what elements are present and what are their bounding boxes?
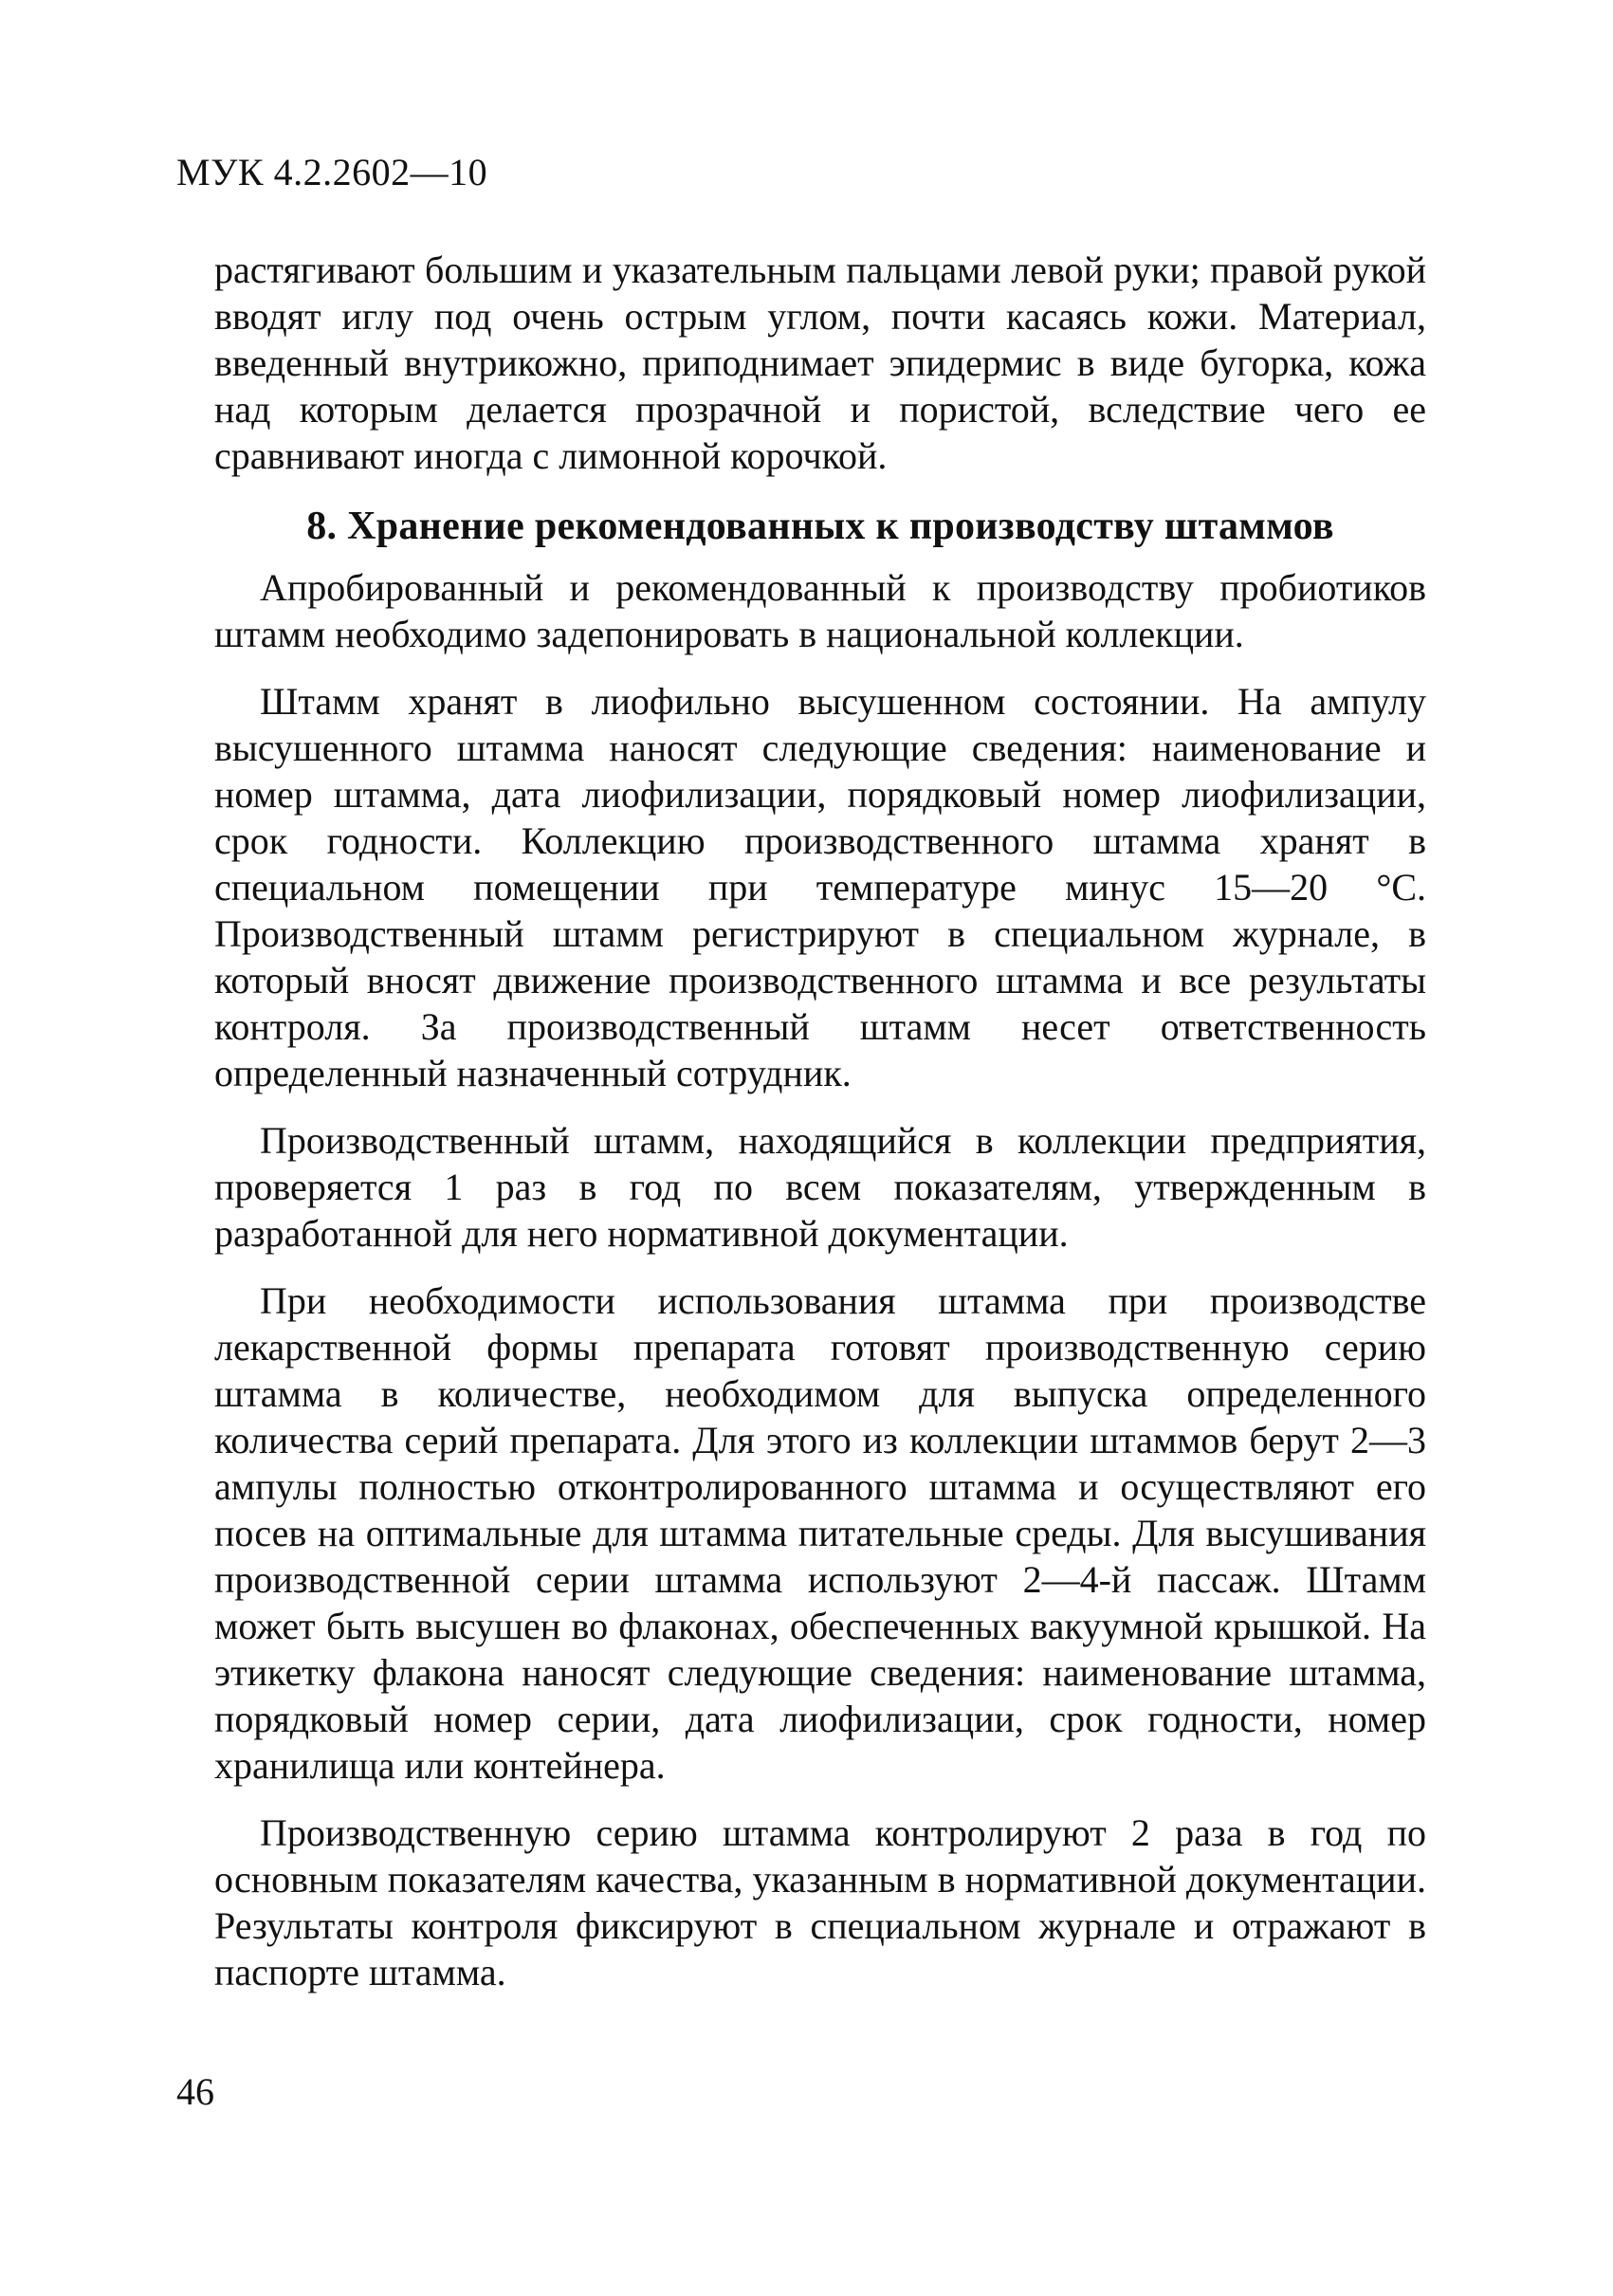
body-text <box>214 247 1426 2016</box>
page-number: 46 <box>176 2070 214 2113</box>
paragraph-4: При необходимости использования штамма при производстве лекарственной формы препарата готовят производственную серию штамма в количестве, необходимом для выпуска определенного количества серий препарата. Для этого из коллекции штаммов берут 2—3 ампулы полностью отконтролированного штамма и осуществляют его посев на оптимальные для штамма питательные среды. Для высушивания производственной серии штамма используют 2—4-й пассаж. Штамм может быть высушен во флаконах, обеспеченных вакуумной крышкой. На этикетку флакона наносят следующие сведения: наименование штамма, порядковый номер серии, дата лиофилизации, срок годности, номер хранилища или контейнера. <box>214 1279 1426 1787</box>
paragraph-1: Апробированный и рекомендованный к производству пробиотиков штамм необходимо задепонировать в национальной коллекции. <box>214 566 1426 655</box>
paragraph-5: Производственную серию штамма контролируют 2 раза в год по основным показателям качества, указанным в нормативной документации. Результаты контроля фиксируют в специальном журнале и отражают в паспорте штамма. <box>214 1811 1426 1993</box>
paragraph-2: Штамм хранят в лиофильно высушенном состоянии. На ампулу высушенного штамма наносят следующие сведения: наименование и номер штамма, дата лиофилизации, порядковый номер лиофилизации, срок годности. Коллекцию производственного штамма хранят в специальном помещении при температуре минус 15—20 °С. Производственный штамм регистрируют в специальном журнале, в который вносят движение производственного штамма и все результаты контроля. За производственный штамм несет ответственность определенный назначенный сотрудник. <box>214 680 1426 1094</box>
continuation-paragraph: растягивают большим и указательным пальцами левой руки; правой рукой вводят иглу под очень острым углом, почти касаясь кожи. Материал, введенный внутрикожно, приподнимает эпидермис в виде бугорка, кожа над которым делается прозрачной и пористой, вследствие чего ее сравнивают иногда с лимонной корочкой. <box>214 248 1426 477</box>
running-header: МУК 4.2.2602—10 <box>176 151 488 193</box>
section-heading: 8. Хранение рекомендованных к производству штаммов <box>306 505 1334 548</box>
paragraph-3: Производственный штамм, находящийся в коллекции предприятия, проверяется 1 раз в год по всем показателям, утвержденным в разработанной для него нормативной документации. <box>214 1119 1426 1255</box>
